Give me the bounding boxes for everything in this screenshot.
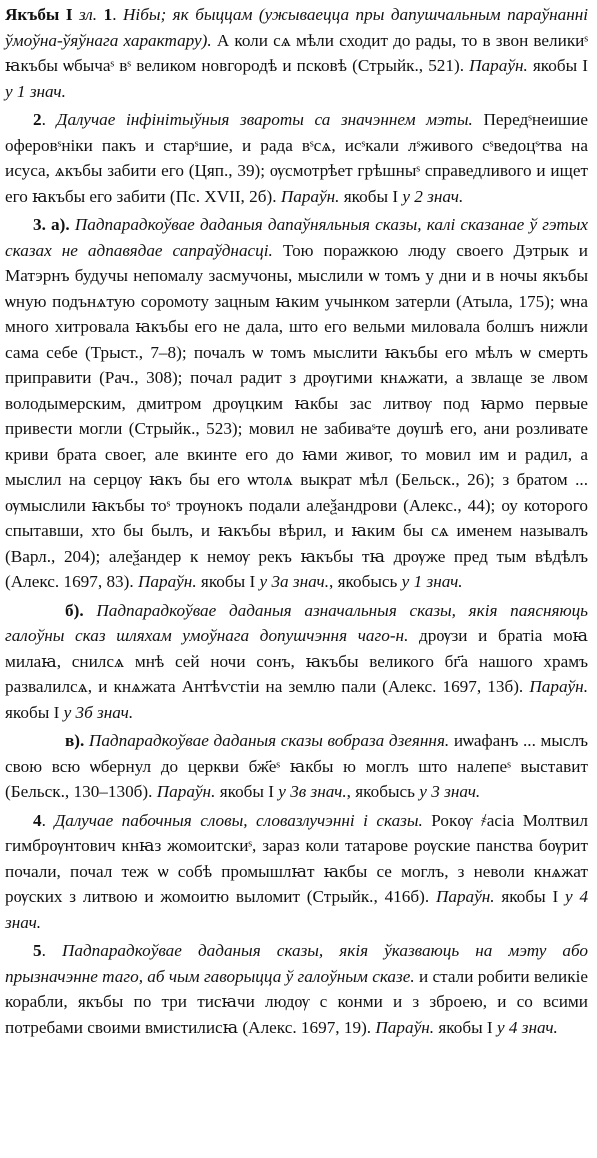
sense-3v: в). Падпарадкоўвае даданыя сказы вобраза дзеяння. иѡафанъ ... мыслъ свою всю ѡбернул до церкви бж҃еˢ ꙗкбы ю моглъ што налепеˢ выставит (Бельск., 130–130б). Параўн. якобы I у 3в знач., якобысь у 3 знач.: [5, 731, 588, 801]
sense-3a: 3. а). Падпарадкоўвае даданыя дапаўняльныя сказы, калі сказанае ў гэтых сказах не адпавядае сапраўднасці. Тою поражкою люду своего Дэтрык и Матэрнъ будучы непомалу засмучоны, мыслили ѡ томъ у дни и в ночы якъбы ѡную подънѧтую соромоту зацным ꙗким учынком затерли (Атыла, 175); ѡна много хитровала ꙗкъбы его не дала, што его вельми миловала болшъ нижли сама себе (Трыст., 7–8); почалъ ѡ томъ мыслити ꙗкъбы его мѣлъ ѡ смерть приправити (Рач., 308); почал радит з дрѹгими кнѧжати, а звлаще зе лвом володымерским, дмитром дрѹцким ꙗкбы зас литвѹ под ꙗрмо первые привести могли (Стрыйк., 523); мовил не забиваˢте дѹшѣ его, ани розливате криви брата своег, але вкинте его до ꙗми живог, то мовил им и радил, а мыслил на серцѹ ꙗкъ бы его ѡтолѧ выкрат мѣл (Бельск., 26); з братом ... ѹмыслили ꙗкъбы тоˢ трѹнокъ подали алеѯандрови (Алекс., 44); оу которого спытавши, хто бы былъ, и ꙗкъбы вѣрил, и ꙗким бы сѧ именем называлъ (Варл., 204); алеѯандер к немѹ рекъ ꙗкъбы тꙗ дрѹже пред тым вѣдѣлъ (Алекс. 1697, 83). Параўн. якобы I у 3а знач., якобысь у 1 знач.: [5, 215, 589, 591]
sense-3b: [5, 598, 588, 726]
definition: Нібы; як быццам (ужываецца пры дапушчальным параўнанні ўмоўна-ўяўнага характару).: [5, 5, 589, 50]
compare-ref-extra: у 1 знач.: [401, 572, 463, 591]
compare-ref: у 3а знач.: [259, 572, 330, 591]
compare-label: Параўн.: [280, 186, 340, 206]
example-citation: А коли сѧ мѣли сходит до рады, то в звон великиˢ ꙗкъбы ѡбычаˢ вˢ великом новгородѣ и псковѣ (Стрыйк., 521).: [5, 30, 589, 75]
compare-word: якобы I: [501, 887, 559, 906]
example-citation: и стали робити великіе корабли, якъбы по три тисꙗчи людѹ с конми и з зброею, и со всими потребами своими вмистилисꙗ (Алекс. 1697, 19).: [5, 966, 589, 1037]
compare-label: Параўн.: [375, 1017, 435, 1037]
sense-5: 5. Падпарадкоўвае даданыя сказы, якія ўказваюць на мэту або прызначэнне таго, аб чым гаворыцца ў галоўным сказе. и стали робити великіе корабли, якъбы по три тисꙗчи людѹ с конми и з зброею, и со всими потребами своими вмистилисꙗ (Алекс. 1697, 19). Параўн. якобы I у 4 знач.: [5, 941, 589, 1037]
dictionary-entry-sense-1: Якъбы I зл. 1. Нібы; як быццам (ужываецца пры дапушчальным параўнанні ўмоўна-ўяўнага характару). А коли сѧ мѣли сходит до рады, то в звон великиˢ ꙗкъбы ѡбычаˢ вˢ великом новгородѣ и псковѣ (Стрыйк., 521). Параўн. якобы I у 1 знач.: [5, 5, 589, 101]
compare-ref: у 1 знач.: [5, 81, 66, 101]
compare-word: якобы I: [438, 1017, 493, 1037]
compare-word: якобы I: [219, 782, 274, 801]
compare-ref: у 4 знач.: [496, 1017, 558, 1037]
compare-label: Параўн.: [137, 572, 197, 591]
sense-number: 4: [33, 810, 42, 830]
compare-label: Параўн.: [469, 56, 528, 75]
compare-label: Параўн.: [435, 887, 495, 906]
compare-word: якобы I: [532, 56, 589, 75]
sense-4: 4. Далучае пабочныя словы, словазлучэнні і сказы. Рокѹ ҂асіа Молтвил гимбрѹнтович кнꙗз жомоитскиˢ, зараз коли татарове рѹские панства бѹрит почали, почал теж ѡ собѣ промышлꙗт ꙗкбы се моглъ, з неволи кнѧжат рѹских з литвою и жомоитю выломит (Стрыйк., 416б). Параўн. якобы I у 4 знач.: [5, 810, 589, 932]
sense-number: 2: [33, 110, 42, 129]
definition: Далучае інфінітыўныя звароты са значэннем мэты.: [56, 110, 473, 129]
headword: Якъбы I: [5, 5, 73, 24]
sense-2: 2. Далучае інфінітыўныя звароты са значэннем мэты. Передˢнеишие оферовˢніки пакъ и старˢшие, и рада вˢсѧ, исˢкали лˢживого сˢведоцˢтва на исуса, ѧкъбы забити его (Цяп., 39); ѹсмотрѣет грѣшныˢ справедливого и ищет его ꙗкъбы его забити (Пс. XVII, 2б). Параўн. якобы I у 2 знач.: [5, 110, 588, 206]
example-citation: Рокѹ ҂асіа Молтвил гимбрѹнтович кнꙗз жомоитскиˢ, зараз коли татарове рѹские панства бѹрит почали, почал теж ѡ собѣ промышлꙗт ꙗкбы се моглъ, з неволи кнѧжат рѹских з литвою и жомоитю выломит (Стрыйк., 416б).: [5, 810, 589, 906]
part-of-speech: зл.: [79, 5, 98, 24]
sense-number: 1: [103, 5, 113, 24]
compare-word: якобы I: [5, 702, 60, 722]
sense-number: 3. а).: [33, 215, 70, 234]
definition: Падпарадкоўвае даданыя азначальныя сказы, якія паясняюць галоўны сказ шляхам умоўнага допушчэння чаго-н.: [5, 600, 588, 645]
sense-number: в).: [65, 731, 85, 750]
example-citation: иѡафанъ ... мыслъ свою всю ѡбернул до церкви бж҃еˢ ꙗкбы ю моглъ што налепеˢ выставит (Бельск., 130–130б).: [5, 731, 588, 801]
example-citation: Тою поражкою люду своего Дэтрык и Матэрнъ будучы непомалу засмучоны, мыслили ѡ томъ у дни и в ночы якъбы ѡную подънѧтую соромоту зацным ꙗким учынком затерли (Атыла, 175); ѡна много хитровала ꙗкъбы его не дала, што его вельми миловала болшъ нижли сама себе (Трыст., 7–8); почалъ ѡ томъ мыслити ꙗкъбы его мѣлъ ѡ смерть приправити (Рач., 308); почал радит з дрѹгими кнѧжати, а звлаще зе лвом володымерским, дмитром дрѹцким ꙗкбы зас литвѹ под ꙗрмо первые привести могли (Стрыйк., 523); мовил не забиваˢте дѹшѣ его, ани розливате криви брата своег, але вкинте его до ꙗми живог, то мовил им и радил, а мыслил на серцѹ ꙗкъ бы его ѡтолѧ выкрат мѣл (Бельск., 26); з братом ... ѹмыслили ꙗкъбы тоˢ трѹнокъ подали алеѯандрови (Алекс., 44); оу которого спытавши, хто бы былъ, и ꙗкъбы вѣрил, и ꙗким бы сѧ именем называлъ (Варл., 204); алеѯандер к немѹ рекъ ꙗкъбы тꙗ дрѹже пред тым вѣдѣлъ (Алекс. 1697, 83).: [5, 240, 589, 591]
compare-word-extra: якобысь: [355, 782, 415, 801]
compare-ref: у 3в знач.: [278, 782, 347, 801]
sense-number: б).: [65, 600, 84, 620]
example-citation: Передˢнеишие оферовˢніки пакъ и старˢшие, и рада вˢсѧ, исˢкали лˢживого сˢведоцˢтва на исуса, ѧкъбы забити его (Цяп., 39); ѹсмотрѣет грѣшныˢ справедливого и ищет его ꙗкъбы его забити (Пс. XVII, 2б).: [5, 110, 588, 206]
example-citation: дрѹзи и братіа моꙗ милаꙗ, снилсѧ мнѣ сей ночи сонъ, ꙗкъбы великого бг҃а нашого храмъ развалилсѧ, и кнѧжата Антѣѵстіи на землю пали (Алекс. 1697, 13б).: [5, 626, 588, 696]
compare-label: Параўн.: [529, 677, 589, 696]
compare-word-extra: якобысь: [337, 572, 398, 591]
sense-number: 5: [33, 941, 42, 960]
definition: Далучае пабочныя словы, словазлучэнні і сказы.: [54, 810, 423, 830]
compare-ref-extra: у 3 знач.: [419, 782, 481, 801]
compare-label: Параўн.: [156, 782, 216, 801]
definition: Падпарадкоўвае даданыя дапаўняльныя сказы, калі сказанае ў гэтых сказах не адпавядае сапраўднасці.: [5, 215, 589, 260]
compare-word: якобы I: [343, 186, 399, 206]
compare-ref: у 4 знач.: [5, 887, 589, 932]
compare-word: якобы I: [200, 572, 256, 591]
definition: Падпарадкоўвае даданыя сказы вобраза дзеяння.: [88, 731, 450, 750]
definition: Падпарадкоўвае даданыя сказы, якія ўказваюць на мэту або прызначэнне таго, аб чым гаворыцца ў галоўным сказе.: [5, 941, 588, 986]
compare-ref: у 3б знач.: [63, 702, 134, 722]
compare-ref: у 2 знач.: [402, 186, 464, 206]
